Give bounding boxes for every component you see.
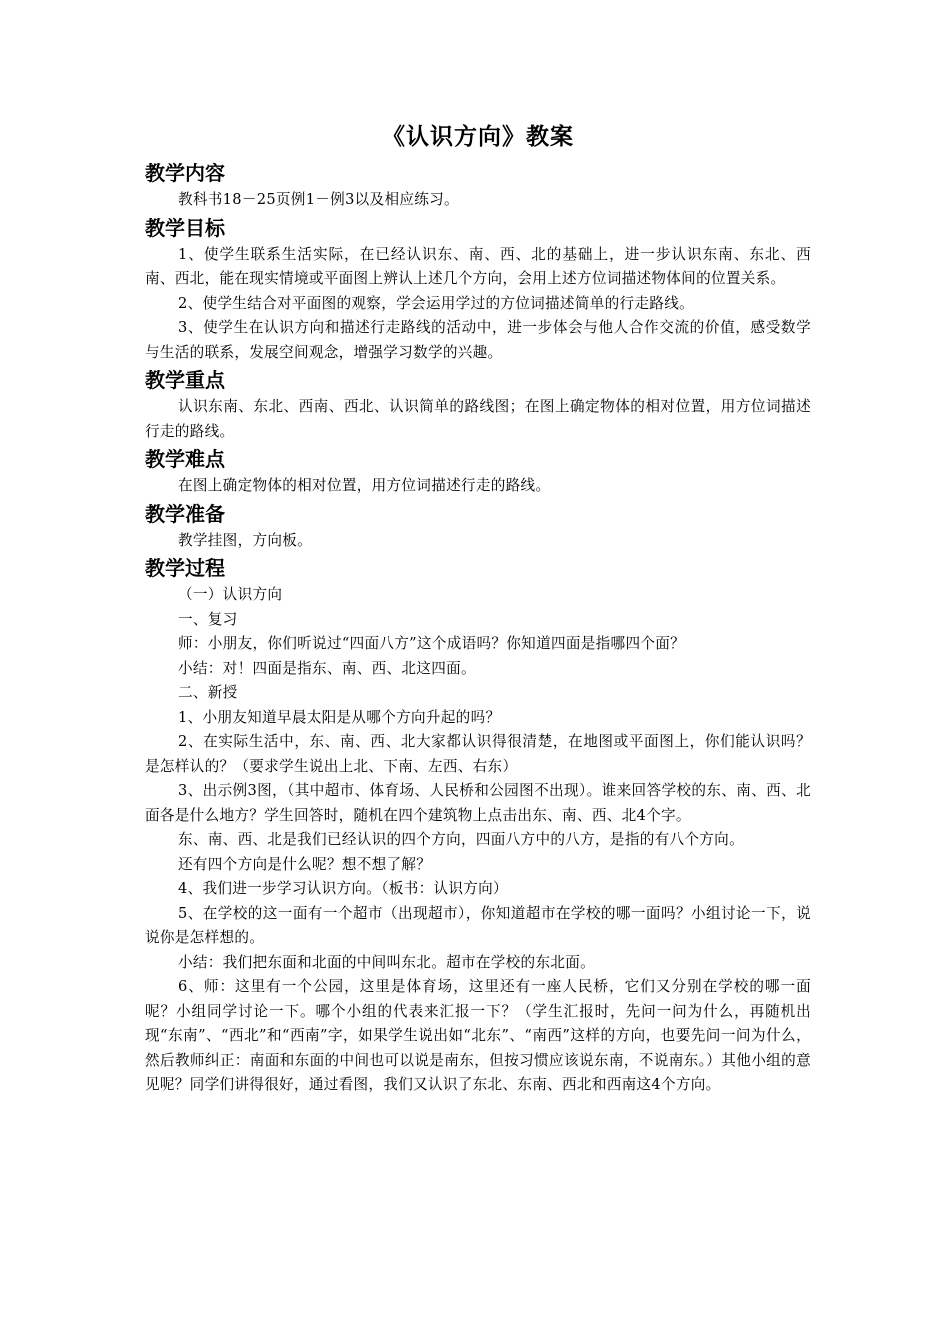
process-line-14: 6、师：这里有一个公园，这里是体育场，这里还有一座人民桥，它们又分别在学校的哪一面呢？小组同学讨论一下。哪个小组的代表来汇报一下？（学生汇报时，先问一问为什么，再随机出现“东南”、“西北”和“西南”字，如果学生说出如“北东”、“南西”这样的方向，也要先问一问为什么，然后教师纠正：南面和东面的中间也可以说是南东，但按习惯应该说东南，不说南东。）其他小组的意见呢？同学们讲得很好，通过看图，我们又认识了东北、东南、西北和西南这4个方向。 bbox=[145, 978, 811, 1093]
goal-paragraph-2: 2、使学生结合对平面图的观察，学会运用学过的方位词描述简单的行走路线。 bbox=[178, 294, 694, 312]
document-title: 《认识方向》教案 bbox=[382, 124, 574, 150]
process-line-2: 一、复习 bbox=[178, 610, 238, 628]
process-line-13: 小结：我们把东面和北面的中间叫东北。超市在学校的东北面。 bbox=[178, 953, 596, 971]
key-points-paragraph: 认识东南、东北、西南、西北、认识简单的路线图；在图上确定物体的相对位置，用方位词描述行走的路线。 bbox=[145, 398, 811, 440]
process-line-10: 还有四个方向是什么呢？想不想了解？ bbox=[178, 855, 432, 873]
heading-process: 教学过程 bbox=[145, 556, 225, 580]
process-line-4: 小结：对！四面是指东、南、西、北这四面。 bbox=[178, 659, 476, 677]
goal-paragraph-3: 3、使学生在认识方向和描述行走路线的活动中，进一步体会与他人合作交流的价值，感受数学与生活的联系，发展空间观念，增强学习数学的兴趣。 bbox=[145, 319, 811, 361]
heading-difficulty: 教学难点 bbox=[145, 447, 225, 471]
heading-goals: 教学目标 bbox=[145, 215, 225, 240]
preparation-paragraph: 教学挂图，方向板。 bbox=[178, 531, 313, 549]
process-line-11: 4、我们进一步学习认识方向。（板书：认识方向） bbox=[178, 880, 508, 897]
process-line-3: 师：小朋友，你们听说过“四面八方”这个成语吗？你知道四面是指哪四个面？ bbox=[178, 635, 686, 652]
process-line-5: 二、新授 bbox=[178, 684, 238, 701]
process-line-9: 东、南、西、北是我们已经认识的四个方向，四面八方中的八方，是指的有八个方向。 bbox=[178, 831, 744, 848]
heading-content: 教学内容 bbox=[145, 161, 225, 185]
process-line-7: 2、在实际生活中，东、南、西、北大家都认识得很清楚，在地图或平面图上，你们能认识吗？是怎样认的？（要求学生说出上北、下南、左西、右东） bbox=[145, 733, 811, 775]
goal-paragraph-1: 1、使学生联系生活实际，在已经认识东、南、西、北的基础上，进一步认识东南、东北、西南、西北，能在现实情境或平面图上辨认上述几个方向，会用上述方位词描述物体间的位置关系。 bbox=[145, 245, 811, 287]
process-line-12: 5、在学校的这一面有一个超市（出现超市），你知道超市在学校的哪一面吗？小组讨论一下，说说你是怎样想的。 bbox=[145, 904, 811, 946]
document-page bbox=[145, 118, 811, 1098]
difficulty-paragraph: 在图上确定物体的相对位置，用方位词描述行走的路线。 bbox=[178, 477, 551, 494]
process-line-1: （一）认识方向 bbox=[178, 586, 283, 603]
process-line-6: 1、小朋友知道早晨太阳是从哪个方向升起的吗？ bbox=[178, 708, 501, 726]
heading-preparation: 教学准备 bbox=[145, 501, 225, 526]
heading-key-points: 教学重点 bbox=[145, 368, 225, 392]
process-line-8: 3、出示例3图，（其中超市、体育场、人民桥和公园图不出现）。谁来回答学校的东、南、西、北面各是什么地方？学生回答时，随机在四个建筑物上点击出东、南、西、北4个字。 bbox=[145, 782, 811, 824]
content-paragraph: 教科书18－25页例1－例3以及相应练习。 bbox=[178, 191, 459, 208]
